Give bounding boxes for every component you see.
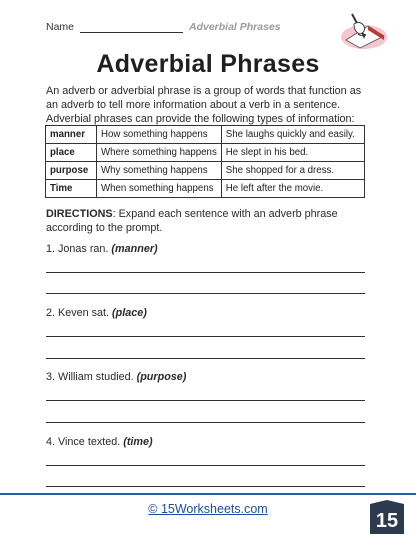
type-cell: purpose (46, 162, 97, 180)
question-1 (46, 243, 158, 255)
question-prompt: (time) (123, 436, 153, 448)
question-3 (46, 371, 186, 383)
answer-line[interactable] (46, 422, 365, 423)
question-sentence: 3. William studied. (46, 371, 134, 383)
example-cell: She shopped for a dress. (221, 162, 364, 180)
answer-line[interactable] (46, 358, 365, 359)
question-4 (46, 436, 153, 448)
directions-label: DIRECTIONS (46, 208, 113, 220)
question-prompt: (purpose) (136, 371, 187, 383)
question-2 (46, 307, 147, 319)
adverbial-types-table (45, 125, 365, 198)
question-sentence: 1. Jonas ran. (46, 243, 109, 255)
table-row (46, 144, 365, 162)
name-blank-line[interactable] (80, 32, 183, 33)
description-cell: When something happens (97, 180, 222, 198)
15worksheets-logo-icon (368, 498, 406, 536)
example-cell: She laughs quickly and easily. (221, 126, 364, 144)
type-cell: manner (46, 126, 97, 144)
type-cell: place (46, 144, 97, 162)
footer (0, 502, 416, 516)
answer-line[interactable] (46, 293, 365, 294)
worksheet-topic: Adverbial Phrases (189, 21, 281, 33)
copyright-link[interactable]: © 15Worksheets.com (148, 502, 268, 516)
intro-paragraph: An adverb or adverbial phrase is a group of words that function as an adverb to tell more information about a verb in a sentence. Adverbial phrases can provide the following types of information: (46, 85, 362, 125)
question-prompt: (place) (112, 307, 147, 319)
name-label: Name (46, 21, 75, 33)
description-cell: Why something happens (97, 162, 222, 180)
question-sentence: 4. Vince texted. (46, 436, 121, 448)
description-cell: Where something happens (97, 144, 222, 162)
directions-body: : Expand each sentence with an adverb phrase according to the prompt. (46, 208, 338, 234)
table-row (46, 162, 365, 180)
description-cell: How something happens (97, 126, 222, 144)
example-cell: He slept in his bed. (221, 144, 364, 162)
answer-line[interactable] (46, 400, 365, 401)
footer-divider (0, 493, 416, 495)
answer-line[interactable] (46, 486, 365, 487)
example-cell: He left after the movie. (221, 180, 364, 198)
answer-line[interactable] (46, 465, 365, 466)
directions-text (46, 207, 376, 235)
page-title: Adverbial Phrases (96, 50, 320, 78)
question-prompt: (manner) (111, 243, 158, 255)
question-sentence: 2. Keven sat. (46, 307, 110, 319)
hand-writing-with-pencil-icon (338, 10, 390, 52)
table-row (46, 180, 365, 198)
logo-text: 15 (375, 510, 399, 532)
answer-line[interactable] (46, 336, 365, 337)
type-cell: Time (46, 180, 97, 198)
answer-line[interactable] (46, 272, 365, 273)
table-row (46, 126, 365, 144)
